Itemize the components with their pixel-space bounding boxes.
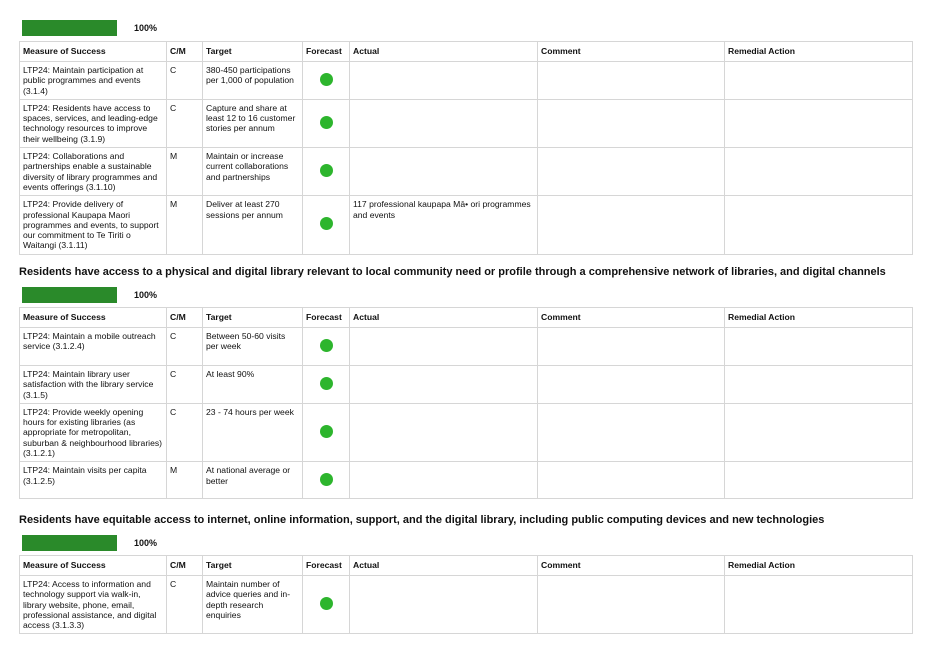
remedial-cell: [725, 366, 913, 404]
cm-cell: C: [167, 99, 203, 147]
progress-indicator: [22, 19, 157, 36]
progress-label: 100%: [134, 289, 158, 300]
column-header: Remedial Action: [725, 308, 913, 328]
actual-cell: [350, 328, 538, 366]
actual-cell: [350, 366, 538, 404]
progress-bar: [22, 20, 117, 36]
status-green-icon: [320, 116, 333, 129]
column-header: C/M: [167, 42, 203, 62]
comment-cell: [538, 148, 725, 196]
measures-table: [19, 41, 913, 255]
remedial-cell: [725, 328, 913, 366]
column-header: Remedial Action: [725, 556, 913, 576]
comment-cell: [538, 403, 725, 461]
table-row: [20, 196, 913, 254]
measure-cell: LTP24: Provide weekly opening hours for existing libraries (as appropriate for metropolitan, suburban & neighbourhood libraries) (3.1.2.1): [20, 403, 167, 461]
actual-cell: [350, 403, 538, 461]
forecast-cell: [303, 62, 350, 100]
status-green-icon: [320, 339, 333, 352]
table-row: [20, 99, 913, 147]
measure-cell: LTP24: Access to information and technology support via walk-in, library website, phone, email, professional assistance, and digital access (3.1.3.3): [20, 576, 167, 634]
column-header: Target: [203, 308, 303, 328]
table-row: [20, 328, 913, 366]
actual-cell: 117 professional kaupapa Mā• ori programmes and events: [350, 196, 538, 254]
forecast-cell: [303, 148, 350, 196]
column-header: Comment: [538, 42, 725, 62]
column-header: Measure of Success: [20, 308, 167, 328]
comment-cell: [538, 196, 725, 254]
table-row: [20, 366, 913, 404]
target-cell: Capture and share at least 12 to 16 customer stories per annum: [203, 99, 303, 147]
remedial-cell: [725, 99, 913, 147]
table-header-row: [20, 42, 913, 62]
section-heading: Residents have access to a physical and digital library relevant to local community need or profile through a comprehensive network of libraries, and digital channels: [19, 266, 886, 278]
actual-cell: [350, 462, 538, 499]
status-green-icon: [320, 425, 333, 438]
table-row: [20, 403, 913, 461]
forecast-cell: [303, 403, 350, 461]
cm-cell: M: [167, 148, 203, 196]
status-green-icon: [320, 473, 333, 486]
table-header-row: [20, 556, 913, 576]
actual-cell: [350, 99, 538, 147]
table-row: [20, 62, 913, 100]
comment-cell: [538, 328, 725, 366]
column-header: Actual: [350, 42, 538, 62]
table-header-row: [20, 308, 913, 328]
actual-cell: [350, 62, 538, 100]
column-header: C/M: [167, 308, 203, 328]
measure-cell: LTP24: Provide delivery of professional Kaupapa Maori programmes and events, to support our commitment to Te Tiriti o Waitangi (3.1.11): [20, 196, 167, 254]
progress-label: 100%: [134, 537, 158, 548]
cm-cell: M: [167, 462, 203, 499]
column-header: Remedial Action: [725, 42, 913, 62]
remedial-cell: [725, 148, 913, 196]
cm-cell: M: [167, 196, 203, 254]
comment-cell: [538, 62, 725, 100]
column-header: Forecast: [303, 42, 350, 62]
progress-indicator: [22, 286, 157, 303]
measure-cell: LTP24: Collaborations and partnerships enable a sustainable diversity of library programmes and events offerings (3.1.10): [20, 148, 167, 196]
comment-cell: [538, 462, 725, 499]
column-header: Comment: [538, 556, 725, 576]
cm-cell: C: [167, 403, 203, 461]
status-green-icon: [320, 217, 333, 230]
measures-table: [19, 555, 913, 634]
target-cell: Maintain number of advice queries and in-depth research enquiries: [203, 576, 303, 634]
measure-cell: LTP24: Residents have access to spaces, services, and leading-edge technology resources to improve their wellbeing (3.1.9): [20, 99, 167, 147]
section-heading: Residents have equitable access to internet, online information, support, and the digital library, including public computing devices and new technologies: [19, 514, 825, 526]
comment-cell: [538, 366, 725, 404]
target-cell: At least 90%: [203, 366, 303, 404]
table-row: [20, 148, 913, 196]
cm-cell: C: [167, 328, 203, 366]
measure-cell: LTP24: Maintain library user satisfaction with the library service (3.1.5): [20, 366, 167, 404]
status-green-icon: [320, 597, 333, 610]
progress-indicator: [22, 534, 157, 551]
column-header: Forecast: [303, 556, 350, 576]
remedial-cell: [725, 196, 913, 254]
column-header: Actual: [350, 308, 538, 328]
column-header: Target: [203, 42, 303, 62]
target-cell: 23 - 74 hours per week: [203, 403, 303, 461]
measure-cell: LTP24: Maintain participation at public programmes and events (3.1.4): [20, 62, 167, 100]
column-header: Measure of Success: [20, 42, 167, 62]
actual-cell: [350, 576, 538, 634]
comment-cell: [538, 99, 725, 147]
progress-bar: [22, 535, 117, 551]
forecast-cell: [303, 576, 350, 634]
column-header: Forecast: [303, 308, 350, 328]
forecast-cell: [303, 366, 350, 404]
column-header: Measure of Success: [20, 556, 167, 576]
column-header: Target: [203, 556, 303, 576]
status-green-icon: [320, 73, 333, 86]
forecast-cell: [303, 196, 350, 254]
forecast-cell: [303, 99, 350, 147]
cm-cell: C: [167, 576, 203, 634]
remedial-cell: [725, 462, 913, 499]
cm-cell: C: [167, 366, 203, 404]
measures-table: [19, 307, 913, 499]
status-green-icon: [320, 164, 333, 177]
measure-cell: LTP24: Maintain a mobile outreach service (3.1.2.4): [20, 328, 167, 366]
progress-bar: [22, 287, 117, 303]
table-row: [20, 576, 913, 634]
forecast-cell: [303, 462, 350, 499]
target-cell: Deliver at least 270 sessions per annum: [203, 196, 303, 254]
column-header: Actual: [350, 556, 538, 576]
target-cell: 380-450 participations per 1,000 of population: [203, 62, 303, 100]
target-cell: Maintain or increase current collaborations and partnerships: [203, 148, 303, 196]
progress-label: 100%: [134, 22, 158, 33]
status-green-icon: [320, 377, 333, 390]
column-header: C/M: [167, 556, 203, 576]
target-cell: At national average or better: [203, 462, 303, 499]
remedial-cell: [725, 576, 913, 634]
target-cell: Between 50-60 visits per week: [203, 328, 303, 366]
actual-cell: [350, 148, 538, 196]
column-header: Comment: [538, 308, 725, 328]
comment-cell: [538, 576, 725, 634]
remedial-cell: [725, 62, 913, 100]
measure-cell: LTP24: Maintain visits per capita (3.1.2.5): [20, 462, 167, 499]
cm-cell: C: [167, 62, 203, 100]
remedial-cell: [725, 403, 913, 461]
forecast-cell: [303, 328, 350, 366]
table-row: [20, 462, 913, 499]
